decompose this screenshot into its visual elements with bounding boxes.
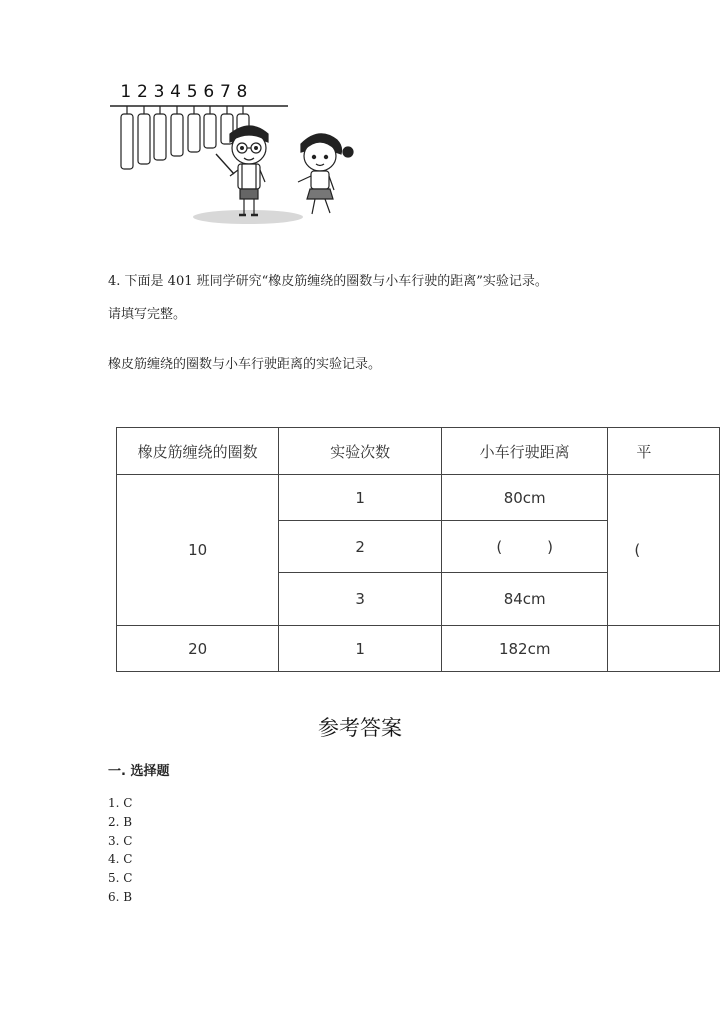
answer-item: 3. C (108, 833, 133, 848)
number-label: 1 (120, 82, 133, 102)
header-trials: 实验次数 (279, 428, 442, 475)
number-label: 8 (236, 82, 249, 102)
question-line: 4. 下面是 401 班同学研究“橡皮筋缠绕的圈数与小车行驶的距离”实验记录。 (108, 274, 548, 289)
question-instruction: 请填写完整。 (108, 307, 187, 322)
cartoon-children-drawing (108, 82, 358, 242)
cell-turns-20: 20 (117, 626, 279, 672)
table-caption: 橡皮筋缠绕的圈数与小车行驶距离的实验记录。 (108, 357, 382, 372)
cell-average-empty (608, 626, 720, 672)
number-label: 3 (153, 82, 166, 102)
cell-turns-10: 10 (117, 475, 279, 626)
cell-average-blank (608, 475, 720, 626)
answers-title: 参考答案 (318, 716, 402, 740)
answers-section-heading: 一. 选择题 (108, 764, 170, 779)
answer-item: 1. C (108, 796, 133, 810)
cell-distance: 182cm (441, 626, 607, 672)
cell-distance-blank: ( ) (441, 521, 607, 573)
cell-trial: 1 (279, 626, 442, 672)
answer-item: 6. B (108, 889, 133, 904)
table-row (117, 475, 720, 521)
number-label: 7 (219, 82, 232, 102)
header-distance: 小车行驶距离 (441, 428, 607, 475)
number-label: 5 (186, 82, 199, 102)
answer-item: 5. C (108, 871, 133, 886)
experiment-record-table (116, 427, 720, 672)
answer-list (108, 794, 132, 907)
cell-distance: 80cm (441, 475, 607, 521)
answer-item: 2. B (108, 814, 133, 829)
number-label: 4 (170, 82, 182, 102)
number-label: 6 (203, 82, 216, 102)
number-label: 2 (136, 82, 149, 102)
header-average-text: 平 (636, 442, 652, 461)
experiment-illustration (108, 82, 358, 242)
average-paren-text: ( (634, 541, 641, 559)
cell-trial: 1 (279, 475, 442, 521)
table-header-row (117, 428, 720, 475)
header-turns: 橡皮筋缠绕的圈数 (117, 428, 279, 475)
header-average (608, 428, 720, 475)
cell-distance: 84cm (441, 573, 607, 626)
answer-item: 4. C (108, 852, 133, 867)
cell-trial: 2 (279, 521, 442, 573)
table-row (117, 626, 720, 672)
cell-trial: 3 (279, 573, 442, 626)
